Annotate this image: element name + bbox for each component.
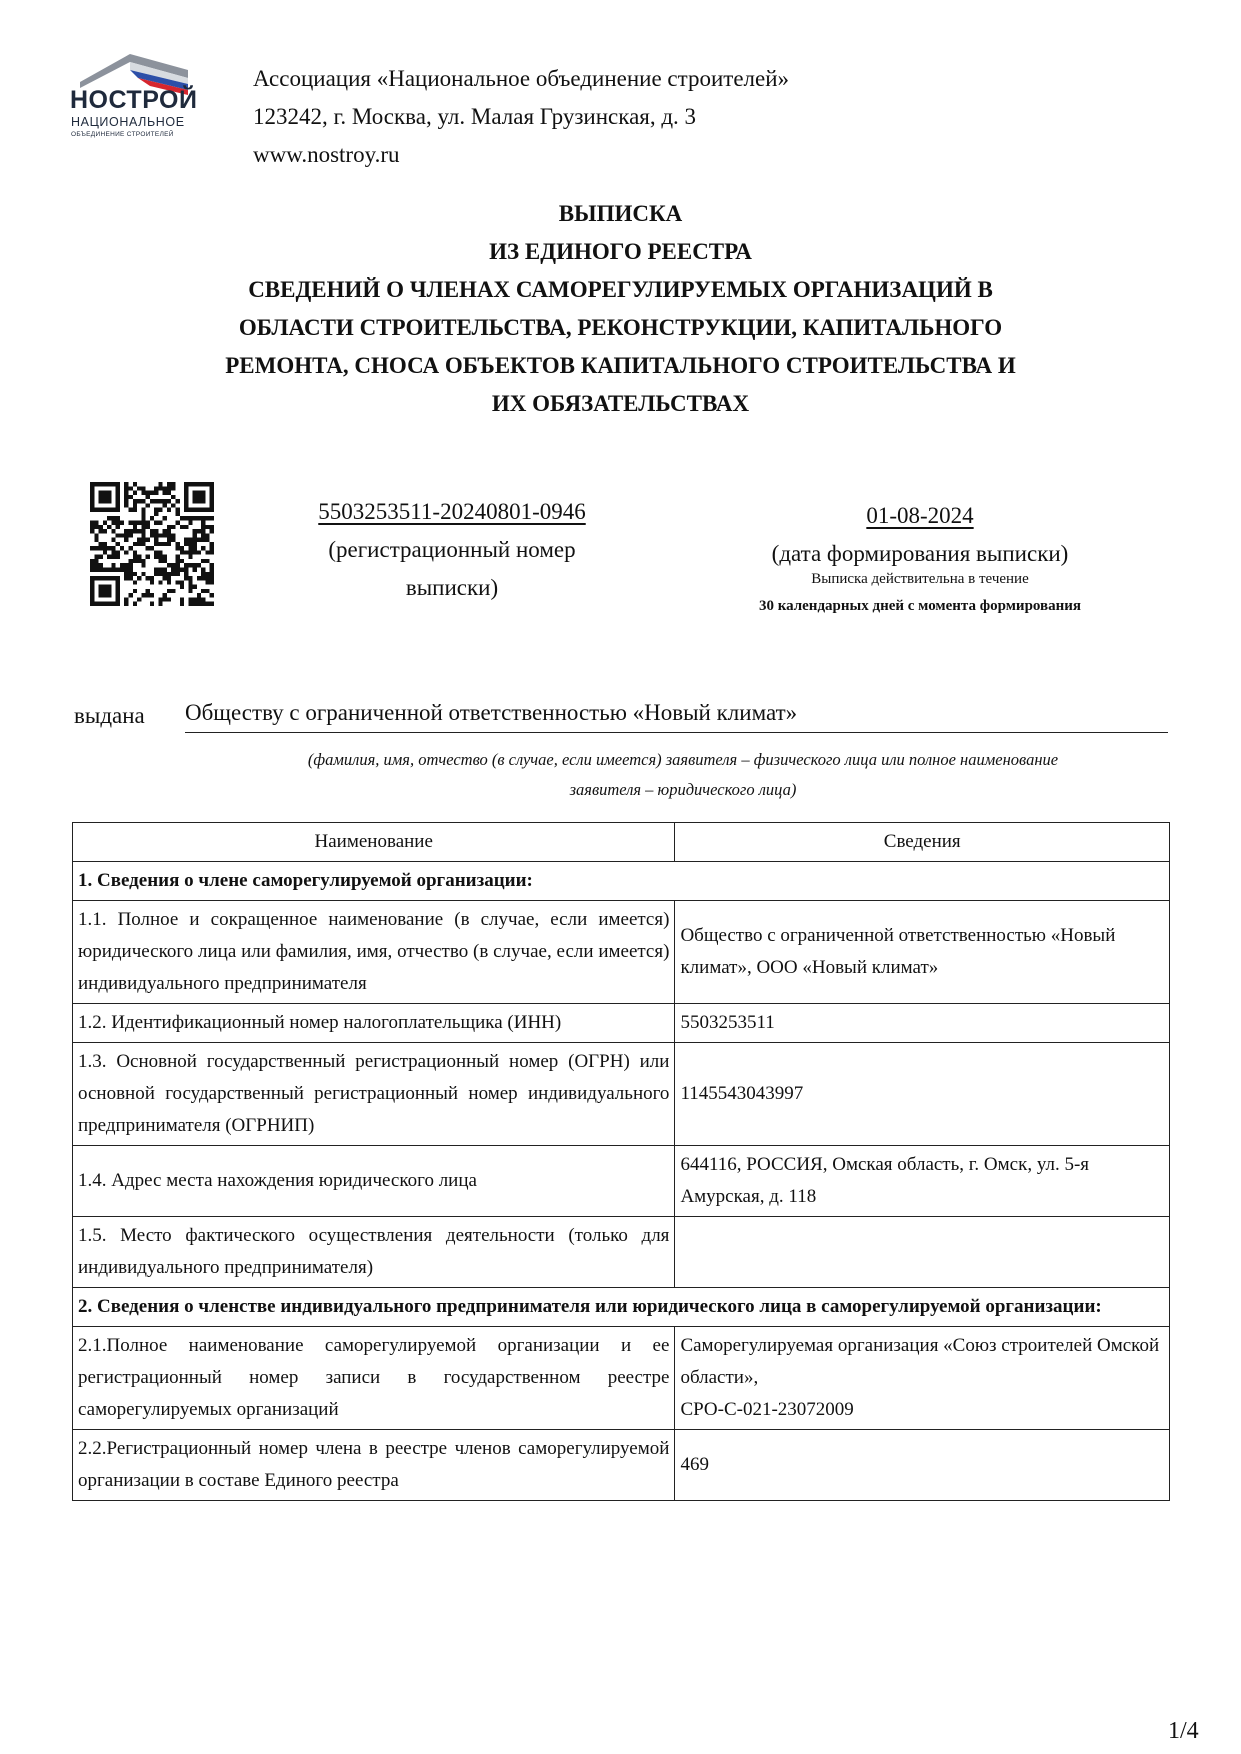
title-line: ИЗ ЕДИНОГО РЕЕСТРА	[489, 239, 752, 264]
qr-finder-pattern	[90, 576, 120, 606]
validity-note: Выписка действительна в течение	[811, 571, 1029, 587]
row-name: 1.5. Место фактического осуществления деятельности (только для индивидуального предпринимателя)	[73, 1217, 675, 1288]
table-header-row	[73, 823, 1170, 862]
column-header-value: Сведения	[675, 823, 1170, 862]
qr-finder-pattern	[184, 482, 214, 512]
row-name: 1.4. Адрес места нахождения юридического лица	[73, 1146, 675, 1217]
table-row	[73, 1004, 1170, 1043]
table-row	[73, 901, 1170, 1004]
issued-label: выдана	[74, 703, 145, 728]
row-name: 1.3. Основной государственный регистрационный номер (ОГРН) или основной государственный регистрационный номер индивидуального предпринимателя (ОГРНИП)	[73, 1043, 675, 1146]
qr-code	[90, 482, 214, 606]
page-number: 1/4	[1168, 1718, 1199, 1744]
issued-note-line: (фамилия, имя, отчество (в случае, если имеется) заявителя – физического лица или полное наименование	[307, 750, 1059, 769]
validity-period: 30 календарных дней с момента формирования	[758, 598, 1082, 614]
logo-subtitle: НАЦИОНАЛЬНОЕ	[71, 115, 185, 129]
formation-date: 01-08-2024	[866, 503, 974, 528]
table-row	[73, 1043, 1170, 1146]
logo-wordmark: НОСТРОЙ	[70, 86, 198, 114]
row-value	[675, 1327, 1170, 1430]
row-value: 469	[675, 1430, 1170, 1501]
row-name: 2.2.Регистрационный номер члена в реестре членов саморегулируемой организации в составе Единого реестра	[73, 1430, 675, 1501]
issued-note-line: заявителя – юридического лица)	[569, 780, 797, 799]
row-value: Общество с ограниченной ответственностью «Новый климат», ООО «Новый климат»	[675, 901, 1170, 1004]
row-value: 644116, РОССИЯ, Омская область, г. Омск, ул. 5-я Амурская, д. 118	[675, 1146, 1170, 1217]
organization-website[interactable]: www.nostroy.ru	[253, 142, 400, 167]
section-row	[73, 1288, 1170, 1327]
title-line: ВЫПИСКА	[558, 201, 683, 226]
section-title: 1. Сведения о члене саморегулируемой организации:	[73, 862, 1170, 901]
register-info-table	[72, 822, 1170, 1501]
title-line: РЕМОНТА, СНОСА ОБЪЕКТОВ КАПИТАЛЬНОГО СТРОИТЕЛЬСТВА И	[225, 353, 1016, 378]
title-line: ОБЛАСТИ СТРОИТЕЛЬСТВА, РЕКОНСТРУКЦИИ, КАПИТАЛЬНОГО	[238, 315, 1003, 340]
document-title	[0, 195, 1241, 423]
row-value: 5503253511	[675, 1004, 1170, 1043]
title-line: СВЕДЕНИЙ О ЧЛЕНАХ САМОРЕГУЛИРУЕМЫХ ОРГАНИЗАЦИЙ В	[248, 277, 993, 302]
row-name: 1.1. Полное и сокращенное наименование (в случае, если имеется) юридического лица или фамилия, имя, отчество (в случае, если имеется) индивидуального предпринимателя	[73, 901, 675, 1004]
row-value: 1145543043997	[675, 1043, 1170, 1146]
qr-finder-pattern	[90, 482, 120, 512]
section-title: 2. Сведения о членстве индивидуального предпринимателя или юридического лица в саморегулируемой организации:	[73, 1288, 1170, 1327]
row-value	[675, 1217, 1170, 1288]
title-line: ИХ ОБЯЗАТЕЛЬСТВАХ	[491, 391, 750, 416]
sro-registry-number: СРО-С-021-23072009	[680, 1399, 854, 1420]
formation-date-caption: (дата формирования выписки)	[771, 541, 1069, 566]
issued-to-value: Обществу с ограниченной ответственностью «Новый климат»	[185, 700, 1168, 733]
registration-number-caption: (регистрационный номер	[328, 537, 576, 562]
formation-date-block	[720, 497, 1120, 573]
organization-name: Ассоциация «Национальное объединение строителей»	[253, 66, 790, 91]
row-name: 2.1.Полное наименование саморегулируемой организации и ее регистрационный номер записи в государственном реестре саморегулируемых организаций	[73, 1327, 675, 1430]
column-header-name: Наименование	[73, 823, 675, 862]
sro-name: Саморегулируемая организация «Союз строителей Омской области»,	[680, 1335, 1160, 1388]
registration-number-caption: выписки)	[405, 575, 499, 600]
organization-address: 123242, г. Москва, ул. Малая Грузинская, д. 3	[253, 104, 697, 129]
issued-to-note	[200, 745, 1166, 805]
organization-header	[253, 60, 789, 174]
table-row	[73, 1217, 1170, 1288]
table-row	[73, 1327, 1170, 1430]
registration-number: 5503253511-20240801-0946	[318, 499, 586, 524]
registration-number-block	[302, 493, 602, 607]
table-row	[73, 1430, 1170, 1501]
row-name: 1.2. Идентификационный номер налогоплательщика (ИНН)	[73, 1004, 675, 1043]
table-row	[73, 1146, 1170, 1217]
logo-subtitle-small: ОБЪЕДИНЕНИЕ СТРОИТЕЛЕЙ	[71, 131, 174, 138]
section-row	[73, 862, 1170, 901]
